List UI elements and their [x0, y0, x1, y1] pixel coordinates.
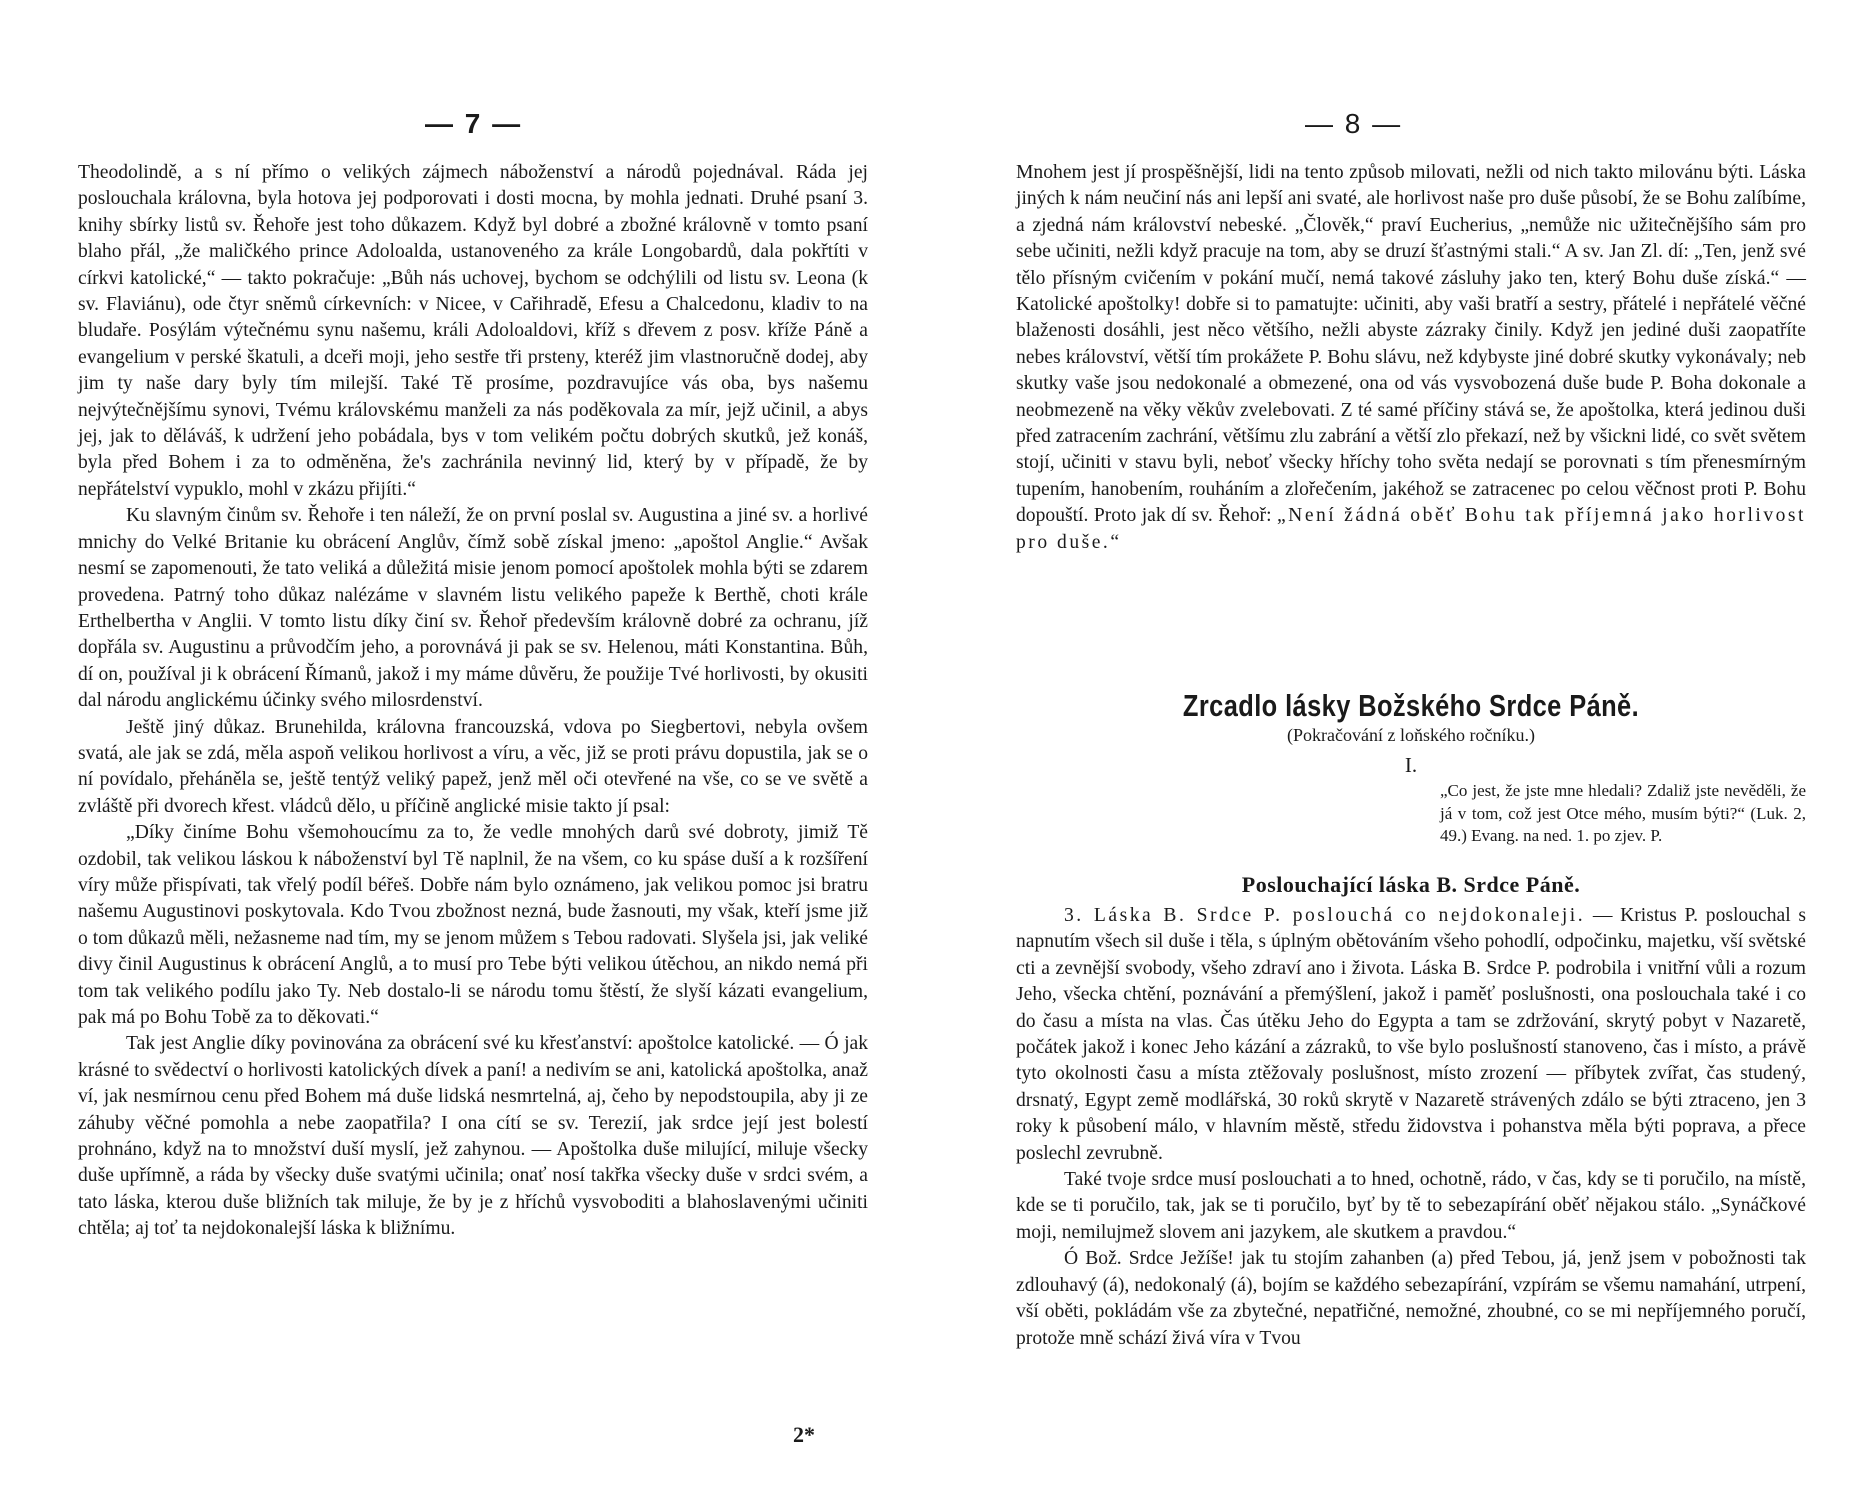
- paragraph: Theodolindě, a s ní přímo o velikých zájmech náboženství a národů pojednával. Ráda jej poslouchala královna, byla hotova jej podporovati i dosti mocna, by mohla jednati. Druhé psaní 3. knihy sbírky listů sv. Řehoře jest toho důkazem. Když byl dobré a zbožné královně v tomto psaní blaho přál, „že maličkého prince Adoloalda, ustanoveného za krále Longobardů, dala pokřtíti v církvi katolické,“ — takto pokračuje: „Bůh nás uchovej, bychom se odchýlili od listu sv. Leona (k sv. Flaviánu), ode čtyr sněmů církevních: v Nicee, v Cařihradě, Efesu a Chalcedonu, kladiv to na bludaře. Posýlám výtečnému synu našemu, králi Adoloaldovi, kříž s dřevem z posv. kříže Páně a evangelium v perské škatuli, a dceři moji, jeho sestře tři prsteny, kteréž jim vlastnoručně dodej, aby jim ty naše dary byly tím milejší. Také Tě prosíme, pozdravujíce vás oba, bys našemu nejvýtečnějšímu synovi, Tvému královskému manželi za nás poděkovala za mír, jejž učinil, a abys jej, jak to děláváš, k udržení jeho pobádala, bys v tom velikém počtu dobrých skutků, jež konáš, byla před Bohem i za to odměněna, že's zachránila nevinný lid, který by v případě, že by nepřátelství vypuklo, mohl v zkázu přijíti.“: [78, 162, 868, 500]
- section-subtitle: (Pokračování z loňského ročníku.): [1287, 725, 1535, 745]
- signature-mark: 2*: [793, 1422, 815, 1447]
- epigraph: „Co jest, že jste mne hledali? Zdaliž jste nevěděli, že já v tom, což jest Otce mého, musím býti?“ (Luk. 2, 49.) Evang. na ned. 1. po zjev. P.: [1440, 781, 1806, 845]
- page-number: — 8 —: [1305, 108, 1403, 139]
- paragraph-text: Mnohem jest jí prospěšnější, lidi na tento způsob milovati, nežli od nich takto milovánu býti. Láska jiných k nám neučiní nás ani lepší ani svaté, ale horlivost naše pro duše působí, že se Bohu zalíbíme, a zjedná nám království nebeské. „Člověk,“ praví Eucherius, „nemůže nic užitečnějšího sám pro sebe učiniti, nežli když pracuje na tom, aby se druzí šťastnými stali.“ A sv. Jan Zl. dí: „Ten, jenž své tělo přísným cvičením v pokání mučí, nemá takové zásluhy jako ten, který Bohu duše získá.“ — Katolické apoštolky! dobře si to pamatujte: učiniti, aby vaši bratří a sestry, přátelé i nepřátelé věčné blaženosti dosáhli, jest něco většího, nežli abyste zázraky činily. Když jen jediné duši zaopatříte nebes království, větší tím prokážete P. Bohu slávu, než kdybyste jiné dobré skutky vykonávaly; neb skutky vaše jsou nedokonalé a obmezené, ona od vás vysvobozená duše bude P. Boha dokonale a neobmezeně na věky věkův zvelebovati. Z té samé příčiny stává se, že apoštolka, která jedinou duši před zatracením zachrání, většímu zlu zabrání a větší zlo překazí, než by všickni lidé, co svět světem stojí, učiniti v stavu byli, neboť všecky hříchy toho světa nedají se porovnati s tím přenesmírným tupením, hanobením, rouháním a zlořečením, jakéhož se zatracenec po celou věčnost proti P. Bohu dopouští. Proto jak dí sv. Řehoř:: [1016, 162, 1806, 527]
- point-lead: 3. Láska B. Srdce P. poslouchá co nejdokonaleji.: [1064, 905, 1586, 926]
- page-number: — 7 —: [425, 108, 523, 139]
- paragraph: [1016, 903, 1806, 1167]
- right-page: [930, 0, 1860, 1501]
- paragraph: Ó Bož. Srdce Ježíše! jak tu stojím zahanben (a) před Tebou, já, jenž jsem v pobožnosti tak zdlouhavý (á), nedokonalý (á), bojím se každého sebezapírání, vzpírám se všemu namahání, utrpení, vší oběti, pokládám vše za zbytečné, nepatřičné, nemožné, zhoubné, co se mi nepříjemného poručí, protože mně schází živá víra v Tvou: [1016, 1248, 1806, 1349]
- right-body-text-bottom: [1016, 903, 1806, 1352]
- subheading: Poslouchající láska B. Srdce Páně.: [1241, 872, 1581, 897]
- paragraph-text: — Kristus P. poslouchal s napnutím všech sil duše i těla, s úplným obětováním všeho pohodlí, odpočinku, majetku, vší světské cti a zevnější svobody, všeho zdraví ano i života. Láska B. Srdce P. podrobila i vnitřní vůli a rozum Jeho, všecka chtění, poznávání a přemýšlení, jakož i paměť poslušnosti, ona poslouchala také i co do času a místa na vlas. Čas útěku Jeho do Egypta a tam se zdržování, skrytý pobyt v Nazaretě, počátek jakož i konec Jeho kázání a zázraků, to vše bylo poslušností stanoveno, čas i místo, a právě tyto okolnosti času a místa ztěžovaly poslušnost, místo zrození — příbytek zvířat, čas studený, drsnatý, Egypt země modlářská, 30 roků skrytě v Nazaretě strávených zdálo se býti ztraceno, jen 3 roky k působení málo, v hlavním městě, středu židovstva i pohanstva měla býti poprava, a přece poslechl zevrubně.: [1016, 905, 1806, 1164]
- left-body-text: [78, 160, 868, 1243]
- paragraph: „Díky činíme Bohu všemohoucímu za to, že vedle mnohých darů své dobroty, jimiž Tě ozdobil, tak velikou láskou k náboženství byl Tě naplnil, že na všem, co ku spáse duší a k rozšíření víry může přispívati, tak vřelý podíl béřeš. Dobře nám bylo oznámeno, jak velikou pomoc jsi bratru našemu Augustinovi poskytovala. Kdo Tvou zbožnost nezná, bude žasnouti, my však, kteří jsme již o tom důkazů měli, nežasneme nad tím, my se jenom můžem s Tebou radovati. Slyšela jsi, jak veliké divy činil Augustinus k obrácení Anglů, a to musí pro Tebe býti velikou útěchou, an nikdo nemá při tom tak velikého podílu jako Ty. Neb dostalo-li se národu tomu štěstí, že slyší kázati evangelium, pak má po Bohu Tobě za to děkovati.“: [78, 822, 868, 1028]
- paragraph: Ještě jiný důkaz. Brunehilda, královna francouzská, vdova po Siegbertovi, nebyla ovšem svatá, ale jak se zdá, měla aspoň velikou horlivost a víru, a věc, již se proti právu dopustila, jak se o ní povídalo, přeháněla se, ještě tentýž veliký papež, jenž měl oči otevřené na vše, co se ve světě a zvláště při dvorech křest. vládců dělo, u příčině anglické misie takto jí psal:: [78, 716, 868, 817]
- paragraph: [1016, 160, 1806, 556]
- paragraph: Tak jest Anglie díky povinována za obrácení své ku křesťanství: apoštolce katolické. — Ó jak krásné to svědectví o horlivosti katolických dívek a paní! a nedivím se ani, katolická apoštolka, anaž ví, jak nesmírnou cenu před Bohem má duše lidská nesmrtelná, aj, čeho by nepodstoupila, aby ji ze záhuby věčné pomohla a nebe zaopatřila? I ona cítí se sv. Terezií, jak srdce její jest bolestí prohnáno, když na to množství duší myslí, jež zahynou. — Apoštolka duše milující, miluje všecky duše upřímně, a ráda by všecky duše svatými učinila; onať nosí takřka všecky duše v srdci svém, a tato láska, kterou duše bližních tak miluje, že by je z hříchů vysvoboditi a blahoslavenými učiniti chtěla; aj toť ta nejdokonalejší láska k bližnímu.: [78, 1033, 868, 1240]
- right-body-text-top: [1016, 160, 1806, 556]
- section-numeral: I.: [1404, 753, 1418, 777]
- paragraph: Ku slavným činům sv. Řehoře i ten náleží, že on první poslal sv. Augustina a jiné sv. a horlivé mnichy do Velké Britanie ku obrácení Anglův, čímž sobě získal jmeno: „apoštol Anglie.“ Avšak nesmí se zapomenouti, že tato veliká a důležitá misie jenom pomocí apoštolek mohla býti se zdarem provedena. Patrný toho důkaz nalézáme v slavném listu velikého papeže k Berthě, choti krále Erthelbertha v Anglii. V tomto listu díky činí sv. Řehoř především královně dobré za ochranu, jíž dopřála sv. Augustinu a průvodčím jeho, a porovnává ji pak se sv. Helenou, máti Konstantina. Bůh, dí on, používal ji k obrácení Římanů, jakož i my máme důvěru, že použije Tvé horlivosti, by okusiti dal národu anglickému účinky svého milosrdenství.: [78, 505, 868, 712]
- paragraph: Také tvoje srdce musí poslouchati a to hned, ochotně, rádo, v čas, kdy se ti poručilo, na místě, kde se ti poručilo, tak, jak se ti poručilo, byť by tě to sebezapírání oběť nějakou stálo. „Synáčkové moji, nemilujmež slovem ani jazykem, ale skutkem a pravdou.“: [1016, 1169, 1806, 1243]
- spaced-quote: „Není žádná oběť Bohu tak příjemná jako horlivost pro duše.“: [1016, 505, 1807, 553]
- section-title: Zrcadlo lásky Božského Srdce Páně.: [1182, 688, 1640, 723]
